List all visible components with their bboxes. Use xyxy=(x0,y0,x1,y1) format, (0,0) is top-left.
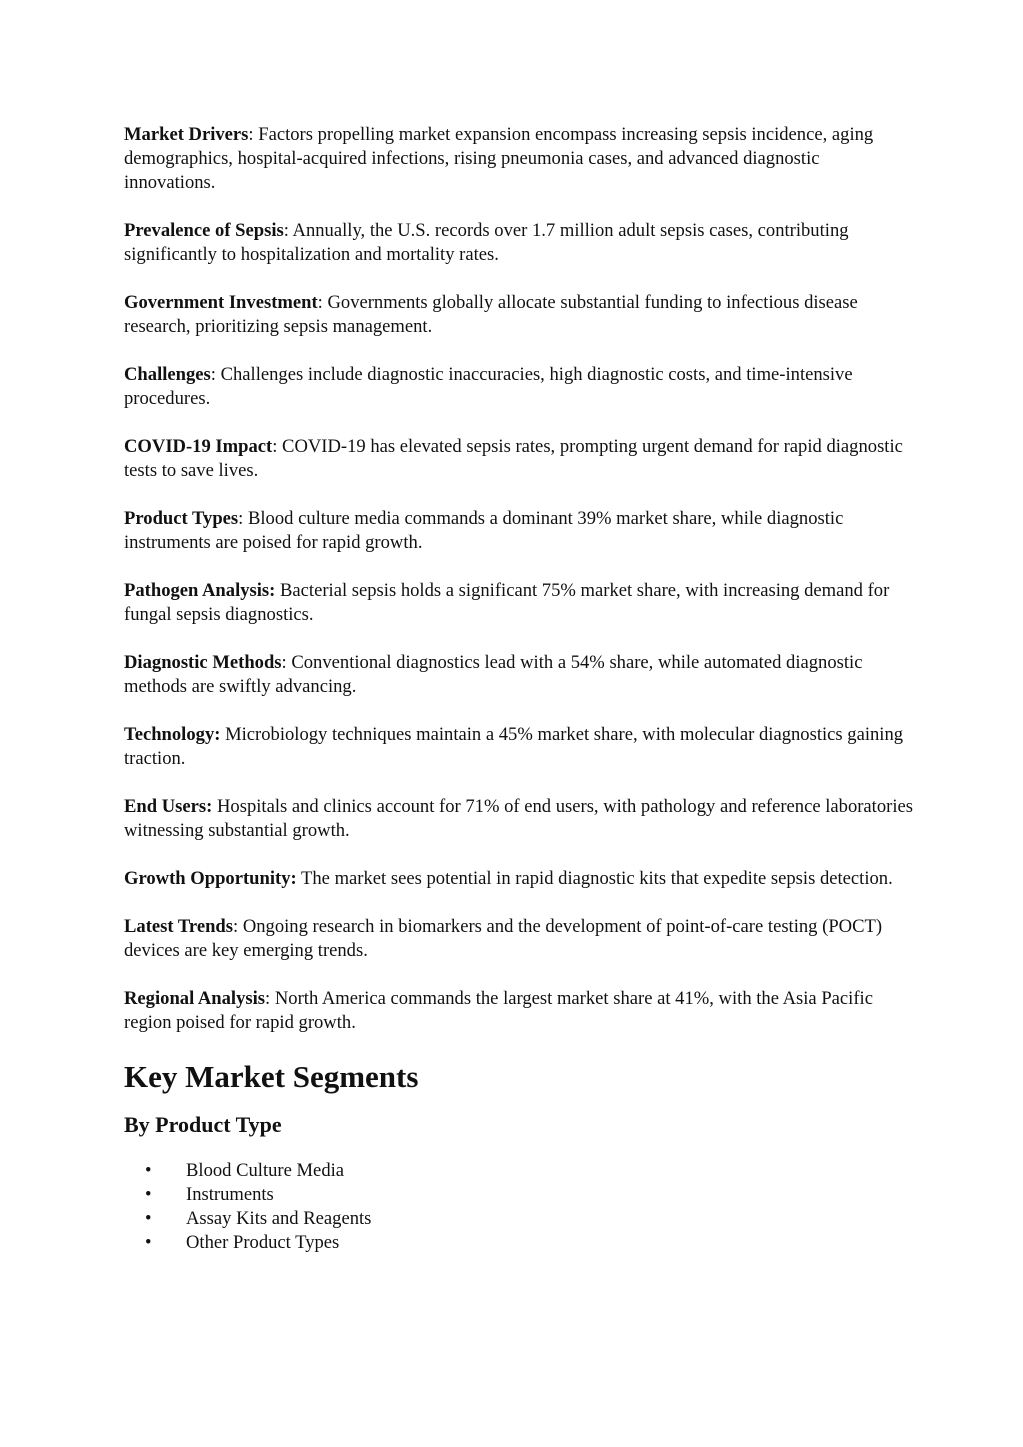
product-type-list xyxy=(124,1159,914,1255)
section-title: Key Market Segments xyxy=(124,1059,419,1094)
paragraph-text: The market sees potential in rapid diagnostic kits that expedite sepsis detection. xyxy=(296,868,893,889)
list-item xyxy=(124,1183,914,1207)
market-paragraph xyxy=(124,651,914,699)
paragraph-label: Challenges xyxy=(124,364,211,385)
market-paragraph xyxy=(124,723,914,771)
paragraph-label: Diagnostic Methods xyxy=(124,652,282,673)
market-paragraph xyxy=(124,219,914,267)
list-item xyxy=(124,1207,914,1231)
list-item xyxy=(124,1159,914,1183)
bullet-icon: • xyxy=(145,1232,152,1253)
paragraph-label: Technology: xyxy=(124,724,221,745)
list-item xyxy=(124,1231,914,1255)
market-paragraph xyxy=(124,507,914,555)
market-paragraph xyxy=(124,291,914,339)
paragraph-text: : Annually, the U.S. records over 1.7 million adult sepsis cases, contributing significantly to hospitalization and mortality rates. xyxy=(124,220,849,265)
list-item-label: Blood Culture Media xyxy=(186,1160,345,1181)
list-item-label: Other Product Types xyxy=(186,1232,340,1253)
market-paragraph xyxy=(124,795,914,843)
paragraph-label: Pathogen Analysis: xyxy=(124,580,276,601)
market-paragraph xyxy=(124,987,914,1035)
paragraph-text: : Blood culture media commands a dominant 39% market share, while diagnostic instruments are poised for rapid growth. xyxy=(124,508,844,553)
market-paragraph xyxy=(124,123,914,195)
paragraph-label: Growth Opportunity: xyxy=(124,868,297,889)
market-paragraph xyxy=(124,435,914,483)
sub-title: By Product Type xyxy=(124,1112,282,1137)
paragraph-label: End Users: xyxy=(124,796,213,817)
paragraph-list xyxy=(124,123,914,1035)
list-item-label: Instruments xyxy=(186,1184,274,1205)
paragraph-text: : Ongoing research in biomarkers and the development of point-of-care testing (POCT) devices are key emerging trends. xyxy=(124,916,883,961)
bullet-icon: • xyxy=(145,1184,152,1205)
paragraph-label: Product Types xyxy=(124,508,239,529)
paragraph-text: : Challenges include diagnostic inaccuracies, high diagnostic costs, and time-intensive procedures. xyxy=(124,364,853,409)
paragraph-text: Hospitals and clinics account for 71% of end users, with pathology and reference laboratories witnessing substantial growth. xyxy=(124,796,913,841)
paragraph-label: Market Drivers xyxy=(124,124,249,145)
document-page xyxy=(124,123,914,1255)
bullet-icon: • xyxy=(145,1208,152,1229)
market-paragraph xyxy=(124,915,914,963)
bullet-icon: • xyxy=(145,1160,152,1181)
paragraph-label: Regional Analysis xyxy=(124,988,266,1009)
paragraph-label: Government Investment xyxy=(124,292,318,313)
paragraph-text: Bacterial sepsis holds a significant 75% market share, with increasing demand for fungal sepsis diagnostics. xyxy=(124,580,890,625)
paragraph-label: COVID-19 Impact xyxy=(124,436,273,457)
paragraph-label: Latest Trends xyxy=(124,916,233,937)
list-item-label: Assay Kits and Reagents xyxy=(186,1208,372,1229)
paragraph-text: : Factors propelling market expansion encompass increasing sepsis incidence, aging demographics, hospital-acquired infections, rising pneumonia cases, and advanced diagnostic innovations. xyxy=(124,124,874,193)
market-paragraph xyxy=(124,867,914,891)
paragraph-label: Prevalence of Sepsis xyxy=(124,220,284,241)
paragraph-text: Microbiology techniques maintain a 45% market share, with molecular diagnostics gaining traction. xyxy=(124,724,904,769)
paragraph-text: : Conventional diagnostics lead with a 54% share, while automated diagnostic methods are swiftly advancing. xyxy=(124,652,863,697)
paragraph-text: : COVID-19 has elevated sepsis rates, prompting urgent demand for rapid diagnostic tests to save lives. xyxy=(124,436,903,481)
market-paragraph xyxy=(124,579,914,627)
market-paragraph xyxy=(124,363,914,411)
paragraph-text: : North America commands the largest market share at 41%, with the Asia Pacific region poised for rapid growth. xyxy=(124,988,873,1033)
paragraph-text: : Governments globally allocate substantial funding to infectious disease research, prioritizing sepsis management. xyxy=(124,292,858,337)
